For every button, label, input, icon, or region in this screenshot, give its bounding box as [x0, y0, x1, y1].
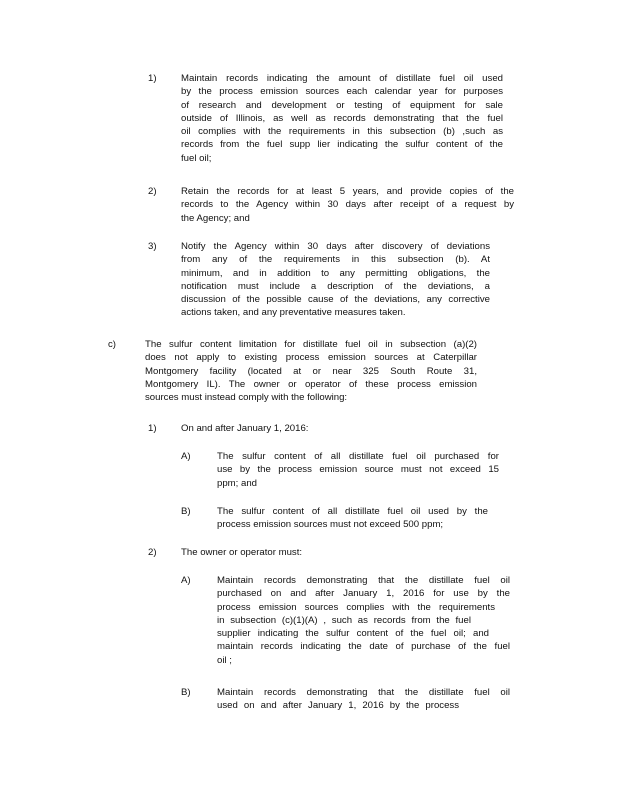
text-line: records to the Agency within 30 days after receipt of a request by	[181, 199, 514, 211]
text-line: the Agency; and	[181, 212, 250, 224]
text-line: fuel oil;	[181, 152, 212, 164]
text-line: use by the process emission source must not exceed 15	[217, 464, 499, 476]
item-label: 3)	[148, 241, 157, 252]
text-line: in subsection (c)(1)(A) , such as records from the fuel	[217, 614, 471, 626]
text-line: Retain the records for at least 5 years, and provide copies of the	[181, 186, 514, 197]
text-line: oil ;	[217, 654, 232, 666]
text-line: records from the fuel supp lier indicating the sulfur content of the	[181, 139, 503, 151]
text-line: does not apply to existing process emission sources at Caterpillar	[145, 352, 477, 364]
text-line: purchased on and after January 1, 2016 for use by the	[217, 588, 510, 600]
item-label: c)	[108, 339, 116, 350]
text-line: The owner or operator must:	[181, 547, 303, 558]
text-line: supplier indicating the sulfur content of the fuel oil; and	[217, 628, 489, 640]
item-label: 2)	[148, 547, 157, 558]
text-line: sources must instead comply with the following:	[145, 392, 348, 404]
item-text	[181, 240, 490, 320]
item-label: 2)	[148, 186, 157, 197]
item-label: A)	[181, 575, 191, 586]
text-line: process emission sources complies with the requirements	[217, 601, 495, 613]
text-line: of research and development or testing of equipment for sale	[181, 99, 503, 111]
text-line: actions taken, and any preventative measures taken.	[181, 307, 406, 319]
text-line: On and after January 1, 2016:	[181, 423, 309, 434]
text-line: notification must include a description of the deviations, a	[181, 280, 490, 292]
item-text	[181, 546, 381, 559]
text-line: Notify the Agency within 30 days after discovery of deviations	[181, 241, 490, 252]
item-label: 1)	[148, 73, 157, 84]
item-text	[145, 338, 477, 404]
text-line: discussion of the possible cause of the deviations, any corrective	[181, 294, 490, 306]
text-line: from any of the requirements in this subsection (b). At	[181, 254, 490, 266]
item-text	[181, 422, 381, 435]
item-text	[217, 574, 510, 667]
item-label: 1)	[148, 423, 157, 434]
text-line: process emission sources must not exceed 500 ppm;	[217, 519, 444, 531]
text-line: Montgomery facility (located at or near 325 South Route 31,	[145, 365, 477, 377]
text-line: The sulfur content limitation for distillate fuel oil in subsection (a)(2)	[145, 339, 477, 350]
item-label: B)	[181, 506, 191, 517]
text-line: outside of Illinois, as well as records demonstrating that the fuel	[181, 112, 503, 124]
text-line: Maintain records demonstrating that the distillate fuel oil	[217, 687, 510, 698]
item-text	[217, 450, 499, 490]
item-text	[181, 185, 514, 225]
text-line: used on and after January 1, 2016 by the process	[217, 700, 459, 712]
text-line: by the process emission sources each calendar year for purposes	[181, 86, 503, 98]
text-line: ppm; and	[217, 477, 258, 489]
item-label: A)	[181, 451, 191, 462]
text-line: Maintain records demonstrating that the distillate fuel oil	[217, 575, 510, 586]
text-line: maintain records indicating the date of purchase of the fuel	[217, 641, 510, 653]
item-text	[217, 505, 488, 532]
text-line: Montgomery IL). The owner or operator of these process emission	[145, 378, 477, 390]
text-line: Maintain records indicating the amount of distillate fuel oil used	[181, 73, 503, 84]
item-text	[181, 72, 503, 165]
text-line: minimum, and in addition to any permitting obligations, the	[181, 267, 490, 279]
text-line: oil complies with the requirements in this subsection (b) ,such as	[181, 126, 503, 138]
text-line: The sulfur content of all distillate fuel oil used by the	[217, 506, 488, 517]
item-label: B)	[181, 687, 191, 698]
text-line: The sulfur content of all distillate fuel oil purchased for	[217, 451, 499, 462]
item-text	[217, 686, 510, 713]
